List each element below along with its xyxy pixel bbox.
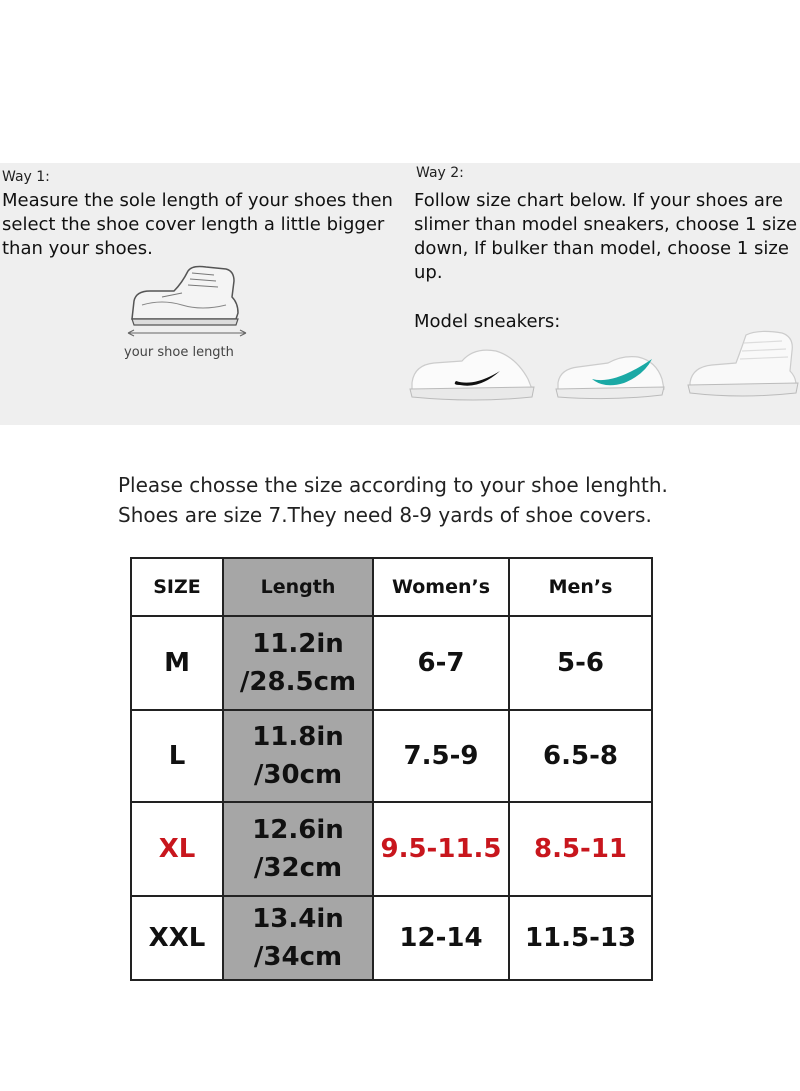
shoe-sketch-icon bbox=[122, 261, 252, 337]
table-header-row bbox=[131, 558, 652, 616]
length-inches: 11.8in bbox=[252, 722, 344, 752]
mens-cell: 8.5-11 bbox=[509, 802, 652, 896]
table-row bbox=[131, 616, 652, 710]
table-row bbox=[131, 896, 652, 980]
way1-text: Measure the sole length of your shoes then select the shoe cover length a little bigger than your shoes. bbox=[2, 190, 393, 259]
size-instructions bbox=[118, 470, 798, 530]
model-sneaker-high-top-icon bbox=[682, 327, 800, 403]
womens-cell: 6-7 bbox=[373, 616, 509, 710]
table-row-highlighted bbox=[131, 802, 652, 896]
way2-title: Way 2: bbox=[416, 165, 464, 181]
length-inches: 12.6in bbox=[252, 815, 344, 845]
table-row bbox=[131, 710, 652, 802]
header-womens: Women’s bbox=[373, 558, 509, 616]
mens-cell: 6.5-8 bbox=[509, 710, 652, 802]
model-sneaker-black-swoosh-icon bbox=[404, 343, 539, 405]
intro-line-1: Please chosse the size according to your shoe lenghth. bbox=[118, 473, 668, 497]
header-length: Length bbox=[223, 558, 373, 616]
intro-line-2: Shoes are size 7.They need 8-9 yards of shoe covers. bbox=[118, 503, 652, 527]
length-inches: 11.2in bbox=[252, 629, 344, 659]
shoe-length-caption: your shoe length bbox=[124, 345, 234, 360]
womens-cell: 12-14 bbox=[373, 896, 509, 980]
length-cm: /30cm bbox=[253, 760, 343, 790]
length-cm: /28.5cm bbox=[239, 667, 357, 697]
length-cell bbox=[223, 802, 373, 896]
length-cell bbox=[223, 710, 373, 802]
header-size: SIZE bbox=[131, 558, 223, 616]
model-sneakers-label: Model sneakers: bbox=[414, 311, 561, 332]
mens-cell: 5-6 bbox=[509, 616, 652, 710]
instructions-panel bbox=[0, 163, 800, 425]
length-inches: 13.4in bbox=[252, 904, 344, 934]
header-mens: Men’s bbox=[509, 558, 652, 616]
length-cell bbox=[223, 896, 373, 980]
womens-cell: 9.5-11.5 bbox=[373, 802, 509, 896]
womens-cell: 7.5-9 bbox=[373, 710, 509, 802]
size-cell: L bbox=[131, 710, 223, 802]
size-cell: XXL bbox=[131, 896, 223, 980]
way1-title: Way 1: bbox=[2, 169, 50, 185]
size-cell: XL bbox=[131, 802, 223, 896]
mens-cell: 11.5-13 bbox=[509, 896, 652, 980]
size-chart-table bbox=[130, 557, 653, 981]
length-cm: /32cm bbox=[253, 853, 343, 883]
size-cell: M bbox=[131, 616, 223, 710]
model-sneaker-teal-swoosh-icon bbox=[552, 345, 667, 403]
length-cm: /34cm bbox=[253, 942, 343, 972]
way2-text: Follow size chart below. If your shoes are slimer than model sneakers, choose 1 size down, If bulker than model, choose 1 size up. bbox=[414, 190, 798, 283]
length-cell bbox=[223, 616, 373, 710]
